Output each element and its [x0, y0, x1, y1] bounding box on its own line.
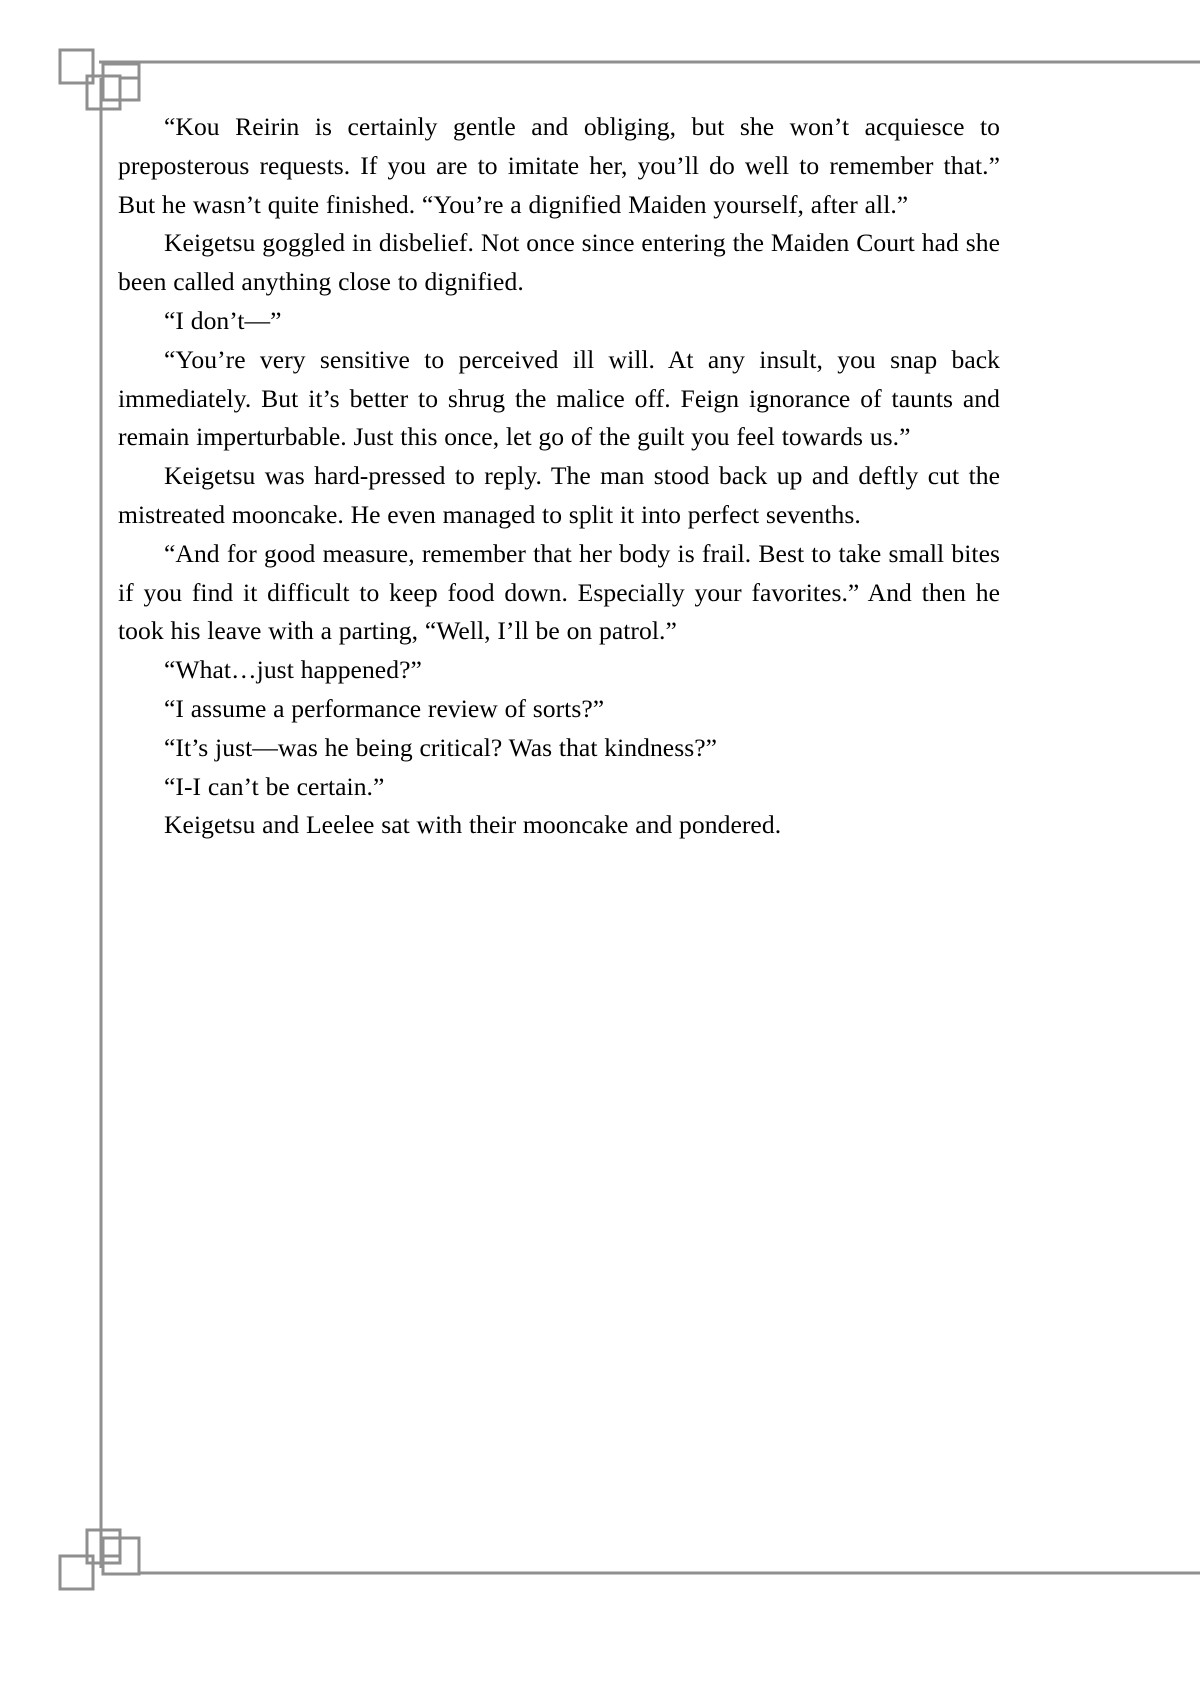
corner-square-outer-bl [60, 1556, 93, 1589]
paragraph: “What…just happened?” [164, 655, 422, 685]
paragraph: “And for good measure, remember that her body is frail. Best to take small bites if you find it difficult to keep food down. Especially your favorites.” And then he took his leave with a parting, “Well, I’ll be on patrol.” [118, 538, 1000, 646]
page-text-column [118, 108, 1000, 845]
paragraph: “It’s just—was he being critical? Was that kindness?” [164, 732, 718, 762]
corner-square-outer-tl [60, 50, 93, 83]
paragraph: “I-I can’t be certain.” [164, 771, 385, 801]
paragraph: Keigetsu was hard-pressed to reply. The man stood back up and deftly cut the mistreated mooncake. He even managed to split it into perfect sevenths. [118, 461, 1000, 529]
paragraph: “You’re very sensitive to perceived ill will. At any insult, you snap back immediately. But it’s better to shrug the malice off. Feign ignorance of taunts and remain imperturbable. Just this once, let go of the guilt you feel towards us.” [118, 344, 1000, 452]
corner-square-inner-tl [87, 76, 120, 109]
corner-square-mid-bl [103, 1538, 139, 1574]
paragraph: “I don’t—” [164, 305, 282, 335]
paragraph: “I assume a performance review of sorts?” [164, 693, 605, 723]
paragraph: Keigetsu and Leelee sat with their mooncake and pondered. [164, 810, 782, 840]
corner-square-inner-bl [87, 1530, 120, 1563]
corner-square-mid-tl [103, 64, 139, 100]
paragraph: Keigetsu goggled in disbelief. Not once since entering the Maiden Court had she been called anything close to dignified. [118, 228, 1000, 297]
paragraph: “Kou Reirin is certainly gentle and obliging, but she won’t acquiesce to preposterous requests. If you are to imitate her, you’ll do well to remember that.” But he wasn’t quite finished. “You’re a dignified Maiden yourself, after all.” [118, 112, 1000, 219]
